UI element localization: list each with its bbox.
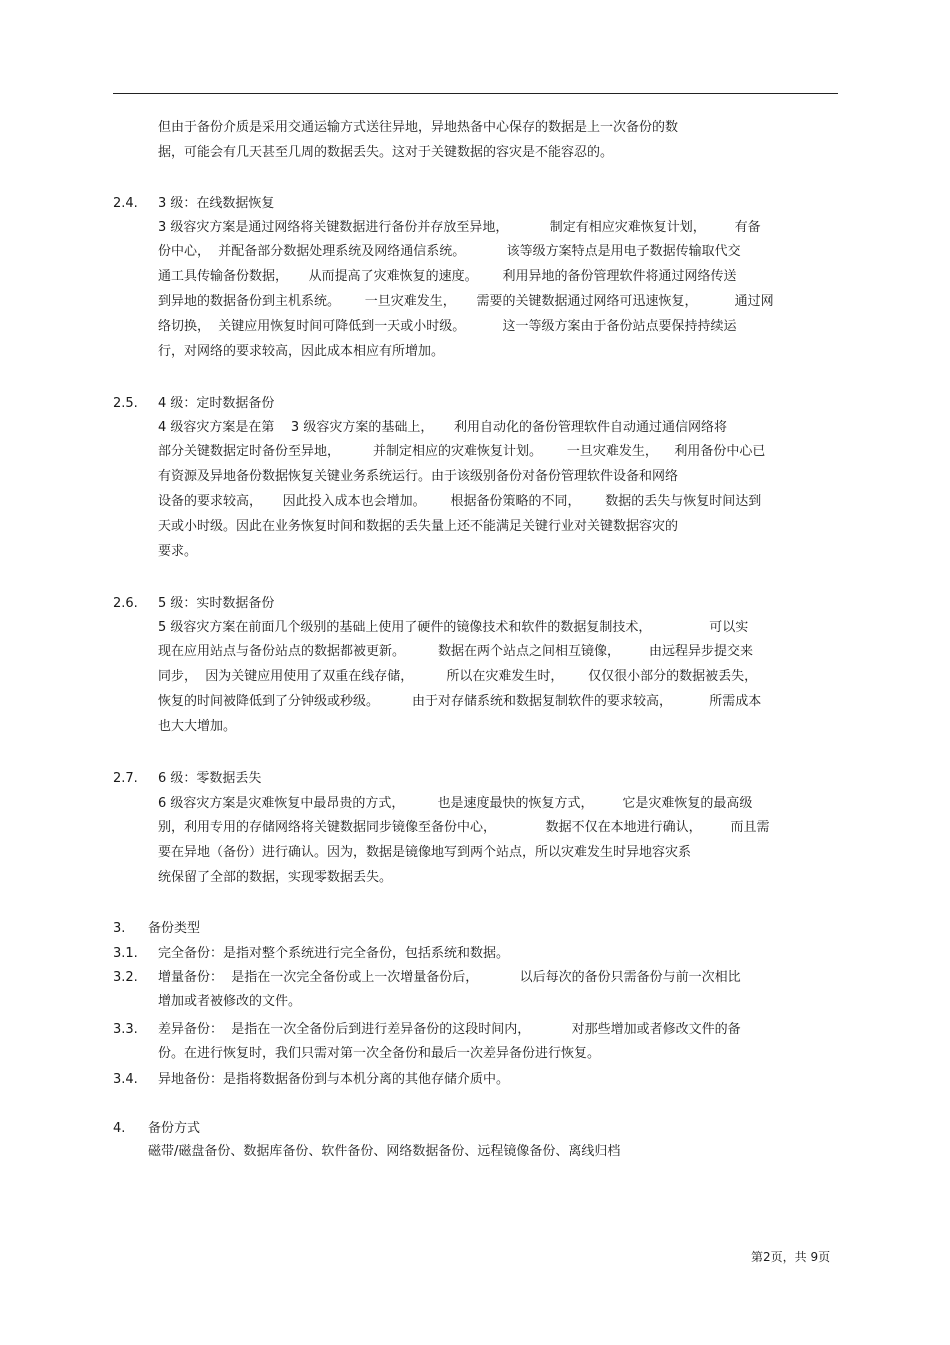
subsection-number: 3.2.	[113, 970, 138, 985]
paragraph-line: 份中心， 并配备部分数据处理系统及网络通信系统。 该等级方案特点是用电子数据传输取代交	[158, 244, 741, 259]
paragraph-line: 要在异地（备份）进行确认。因为，数据是镜像地写到两个站点，所以灾难发生时异地容灾系	[158, 845, 692, 860]
list-item: 异地备份：是指将数据备份到与本机分离的其他存储介质中。	[158, 1072, 510, 1087]
header-rule	[113, 93, 838, 94]
paragraph-line: 到异地的数据备份到主机系统。 一旦灾难发生， 需要的关键数据通过网络可迅速恢复， 通过网	[158, 294, 774, 309]
section-number: 4.	[113, 1121, 126, 1136]
list-item-continuation: 份。在进行恢复时，我们只需对第一次全备份和最后一次差异备份进行恢复。	[158, 1046, 601, 1061]
paragraph-line: 天或小时级。因此在业务恢复时间和数据的丢失量上还不能满足关键行业对关键数据容灾的	[158, 519, 679, 534]
paragraph-line: 有资源及异地备份数据恢复关键业务系统运行。由于该级别备份对备份管理软件设备和网络	[158, 469, 679, 484]
paragraph-line: 现在应用站点与备份站点的数据都被更新。 数据在两个站点之间相互镜像， 由远程异步提交来	[158, 644, 753, 659]
page-number: 第2页，共 9页	[751, 1250, 831, 1264]
subsection-number: 3.4.	[113, 1072, 138, 1087]
list-item-continuation: 增加或者被修改的文件。	[158, 994, 302, 1009]
paragraph-line: 4 级容灾方案是在第 3 级容灾方案的基础上， 利用自动化的备份管理软件自动通过通信网络将	[158, 420, 727, 435]
paragraph-line: 3 级容灾方案是通过网络将关键数据进行备份并存放至异地， 制定有相应灾难恢复计划， 有备	[158, 220, 761, 235]
section-heading: 备份类型	[148, 921, 201, 936]
section-heading: 4 级：定时数据备份	[158, 396, 275, 411]
list-item: 增量备份： 是指在一次完全备份或上一次增量备份后， 以后每次的备份只需备份与前一次相比	[158, 970, 741, 985]
paragraph-line: 据，可能会有几天甚至几周的数据丢失。这对于关键数据的容灾是不能容忍的。	[158, 145, 614, 160]
section-number: 2.5.	[113, 396, 138, 411]
section-heading: 3 级：在线数据恢复	[158, 196, 275, 211]
paragraph-line: 部分关键数据定时备份至异地， 并制定相应的灾难恢复计划。 一旦灾难发生， 利用备份中心已	[158, 444, 766, 459]
section-number: 2.6.	[113, 596, 138, 611]
list-item: 完全备份：是指对整个系统进行完全备份，包括系统和数据。	[158, 946, 510, 961]
subsection-number: 3.1.	[113, 946, 138, 961]
paragraph-line: 同步， 因为关键应用使用了双重在线存储， 所以在灾难发生时， 仅仅很小部分的数据被丢失，	[158, 669, 758, 684]
paragraph-line: 要求。	[158, 544, 198, 559]
section-number: 3.	[113, 921, 126, 936]
section-heading: 6 级：零数据丢失	[158, 771, 262, 786]
paragraph-line: 5 级容灾方案在前面几个级别的基础上使用了硬件的镜像技术和软件的数据复制技术， 可以实	[158, 620, 749, 635]
paragraph-line: 别，利用专用的存储网络将关键数据同步镜像至备份中心， 数据不仅在本地进行确认， 而且需	[158, 820, 770, 835]
section-heading: 5 级：实时数据备份	[158, 596, 275, 611]
paragraph-line: 行，对网络的要求较高，因此成本相应有所增加。	[158, 344, 445, 359]
paragraph-line: 也大大增加。	[158, 719, 237, 734]
paragraph-line: 设备的要求较高， 因此投入成本也会增加。 根据备份策略的不同， 数据的丢失与恢复时间达到	[158, 494, 762, 509]
paragraph-line: 络切换， 关键应用恢复时间可降低到一天或小时级。 这一等级方案由于备份站点要保持持续运	[158, 319, 737, 334]
paragraph-line: 恢复的时间被降低到了分钟级或秒级。 由于对存储系统和数据复制软件的要求较高， 所需成本	[158, 694, 762, 709]
subsection-number: 3.3.	[113, 1022, 138, 1037]
paragraph-line: 统保留了全部的数据，实现零数据丢失。	[158, 870, 393, 885]
section-number: 2.7.	[113, 771, 138, 786]
paragraph-line: 通工具传输备份数据， 从而提高了灾难恢复的速度。 利用异地的备份管理软件将通过网络传送	[158, 269, 737, 284]
paragraph-line: 但由于备份介质是采用交通运输方式送往异地，异地热备中心保存的数据是上一次备份的数	[158, 120, 679, 135]
section-heading: 备份方式	[148, 1121, 201, 1136]
paragraph-line: 6 级容灾方案是灾难恢复中最昂贵的方式， 也是速度最快的恢复方式， 它是灾难恢复的最高级	[158, 796, 753, 811]
paragraph-line: 磁带/磁盘备份、数据库备份、软件备份、网络数据备份、远程镜像备份、离线归档	[148, 1144, 621, 1159]
list-item: 差异备份： 是指在一次全备份后到进行差异备份的这段时间内， 对那些增加或者修改文件的备	[158, 1022, 741, 1037]
section-number: 2.4.	[113, 196, 138, 211]
